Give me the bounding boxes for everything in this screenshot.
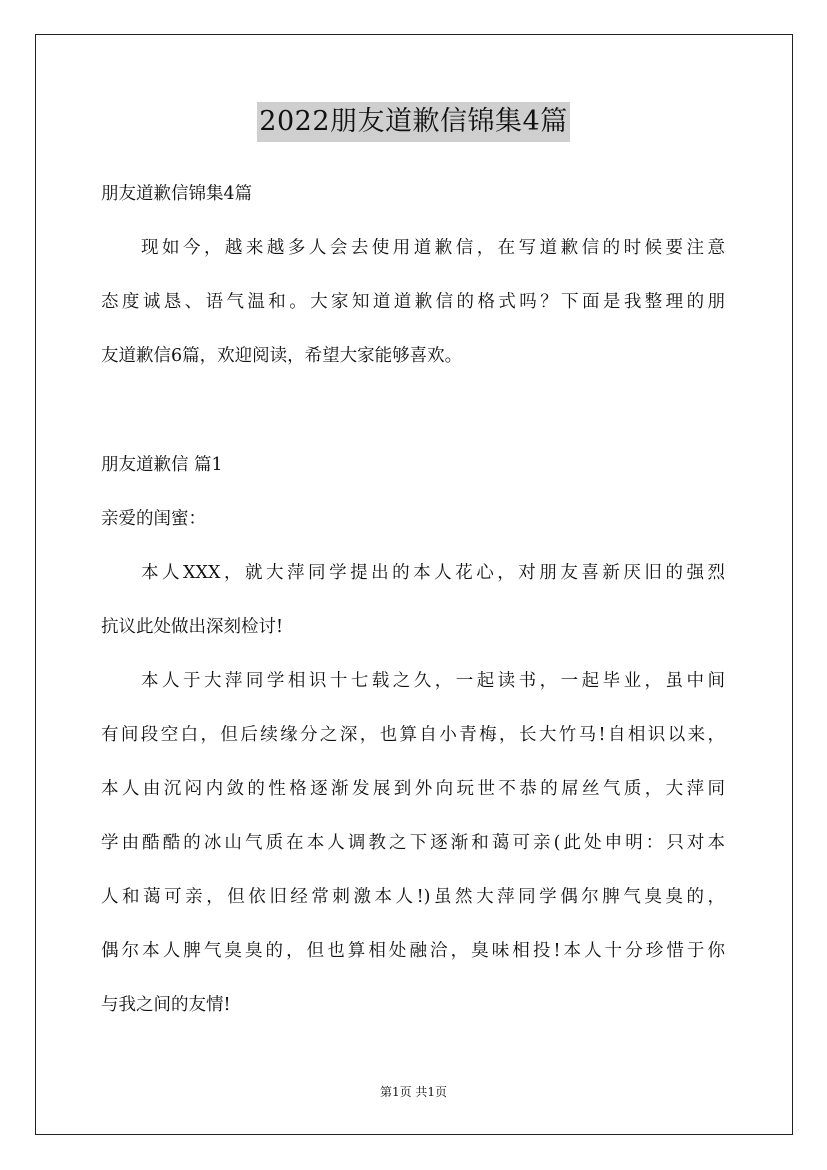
intro-line: 态度诚恳、语气温和。大家知道道歉信的格式吗？下面是我整理的朋 bbox=[101, 292, 725, 312]
intro-line: 现如今，越来越多人会去使用道歉信，在写道歉信的时候要注意 bbox=[141, 238, 725, 258]
paragraph-line: 本人于大萍同学相识十七载之久，一起读书，一起毕业，虽中间 bbox=[141, 671, 725, 691]
paragraph-line: 抗议此处做出深刻检讨! bbox=[101, 617, 284, 637]
paragraph-line: 本人XXX，就大萍同学提出的本人花心，对朋友喜新厌旧的强烈 bbox=[141, 563, 725, 583]
section-heading: 朋友道歉信 篇1 bbox=[101, 455, 223, 475]
paragraph-line: 本人由沉闷内敛的性格逐渐发展到外向玩世不恭的屌丝气质，大萍同 bbox=[101, 779, 725, 799]
title-container bbox=[0, 102, 827, 142]
intro-line: 友道歉信6篇，欢迎阅读，希望大家能够喜欢。 bbox=[101, 346, 463, 366]
salutation: 亲爱的闺蜜： bbox=[101, 509, 206, 529]
page-footer: 第1页 共1页 bbox=[379, 1085, 448, 1099]
paragraph-line: 学由酷酷的冰山气质在本人调教之下逐渐和蔼可亲(此处申明：只对本 bbox=[101, 833, 725, 853]
paragraph-line: 与我之间的友情! bbox=[101, 995, 231, 1015]
paragraph-line: 有间段空白，但后续缘分之深，也算自小青梅，长大竹马!自相识以来， bbox=[101, 725, 725, 745]
paragraph-line: 偶尔本人脾气臭臭的，但也算相处融洽，臭味相投!本人十分珍惜于你 bbox=[101, 941, 725, 961]
document-title: 2022朋友道歉信锦集4篇 bbox=[257, 102, 569, 142]
document-subtitle: 朋友道歉信锦集4篇 bbox=[101, 184, 253, 204]
paragraph-line: 人和蔼可亲，但依旧经常刺激本人!)虽然大萍同学偶尔脾气臭臭的， bbox=[101, 887, 725, 907]
